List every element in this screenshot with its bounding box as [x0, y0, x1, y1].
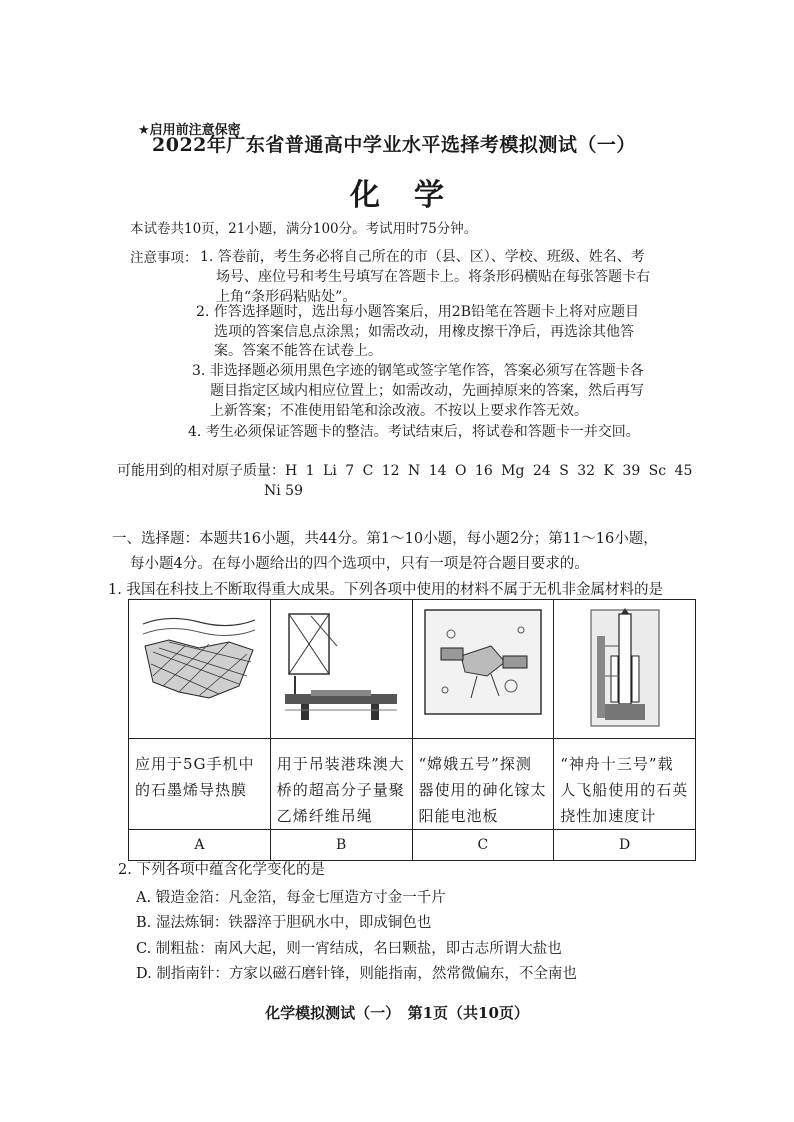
options-description-row: [129, 739, 696, 830]
atomic-masses-line-1: H 1 Li 7 C 12 N 14 O 16 Mg 24 S 32 K 39 Sc 45: [285, 463, 693, 479]
section-1-heading-line-2: 每小题4分。在每小题给出的四个选项中，只有一项是符合题目要求的。: [130, 556, 589, 572]
exam-title: 2022年广东省普通高中学业水平选择考模拟测试（一）: [152, 134, 636, 156]
options-image-row: [129, 600, 696, 739]
lunar-probe-image: [421, 606, 545, 718]
note-3-line-3: 上新答案；不准使用铅笔和涂改液。不按以上要求作答无效。: [210, 403, 588, 419]
note-2-line-2: 选项的答案信息点涂黑；如需改动，用橡皮擦干净后，再选涂其他答: [214, 324, 634, 340]
bridge-crane-image: [281, 606, 401, 726]
graphene-film-image: [139, 606, 259, 706]
option-b-letter: B: [270, 830, 412, 861]
page-footer: 化学模拟测试（一） 第1页（共10页）: [265, 1004, 529, 1022]
option-a-description: 应用于5G手机中的石墨烯导热膜: [129, 739, 271, 830]
section-1-heading-line-1: 一、选择题：本题共16小题，共44分。第1～10小题，每小题2分；第11～16小题，: [112, 531, 658, 547]
note-3-line-1: 3. 非选择题必须用黑色字迹的钢笔或签字笔作答，答案必须写在答题卡各: [192, 363, 644, 379]
subject-title: 化学: [350, 178, 478, 213]
option-a-letter: A: [129, 830, 271, 861]
atomic-masses-label: 可能用到的相对原子质量：: [117, 463, 285, 479]
note-2-line-3: 案。答案不能答在试卷上。: [214, 343, 382, 359]
rocket-launch-image: [585, 606, 665, 730]
atomic-masses: [117, 460, 692, 480]
note-1-line-2: 场号、座位号和考生号填写在答题卡上。将条形码横贴在每张答题卡右: [216, 269, 650, 285]
atomic-masses-line-2: Ni 59: [264, 483, 303, 499]
option-b-description: 用于吊装港珠澳大桥的超高分子量聚乙烯纤维吊绳: [270, 739, 412, 830]
option-b-image-cell: [270, 600, 412, 739]
question-2-option-b: B. 湿法炼铜：铁器淬于胆矾水中，即成铜色也: [136, 915, 432, 931]
option-d-description: “神舟十三号”载人飞船使用的石英挠性加速度计: [554, 739, 696, 830]
notes-label: 注意事项：: [130, 250, 198, 266]
option-a-image-cell: [129, 600, 271, 739]
question-2-stem: 2. 下列各项中蕴含化学变化的是: [118, 862, 325, 878]
question-2-option-c: C. 制粗盐：南风大起，则一宵结成，名曰颗盐，即古志所谓大盐也: [136, 941, 562, 957]
confidential-notice: ★启用前注意保密: [138, 123, 241, 138]
options-letter-row: [129, 830, 696, 861]
note-2-line-1: 2. 作答选择题时，选出每小题答案后，用2B铅笔在答题卡上将对应题目: [196, 304, 640, 320]
note-1-line-3: 上角“条形码粘贴处”。: [216, 289, 357, 305]
note-3-line-2: 题目指定区域内相应位置上；如需改动，先画掉原来的答案，然后再写: [210, 383, 644, 399]
question-1-stem: 1. 我国在科技上不断取得重大成果。下列各项中使用的材料不属于无机非金属材料的是: [108, 582, 663, 598]
question-2-option-a: A. 锻造金箔：凡金箔，每金七厘造方寸金一千片: [136, 890, 446, 906]
note-1-line-1: 1. 答卷前，考生务必将自己所在的市（县、区）、学校、班级、姓名、考: [200, 249, 645, 265]
question-1-options-table: [128, 599, 696, 861]
option-c-image-cell: [412, 600, 554, 739]
note-4-line-1: 4. 考生必须保证答题卡的整洁。考试结束后，将试卷和答题卡一并交回。: [188, 424, 640, 440]
question-2-option-d: D. 制指南针：方家以磁石磨针锋，则能指南，然常微偏东，不全南也: [136, 966, 577, 982]
option-d-letter: D: [554, 830, 696, 861]
option-c-letter: C: [412, 830, 554, 861]
option-c-description: “嫦娥五号”探测器使用的砷化镓太阳能电池板: [412, 739, 554, 830]
option-d-image-cell: [554, 600, 696, 739]
exam-intro: 本试卷共10页，21小题，满分100分。考试用时75分钟。: [130, 221, 478, 237]
